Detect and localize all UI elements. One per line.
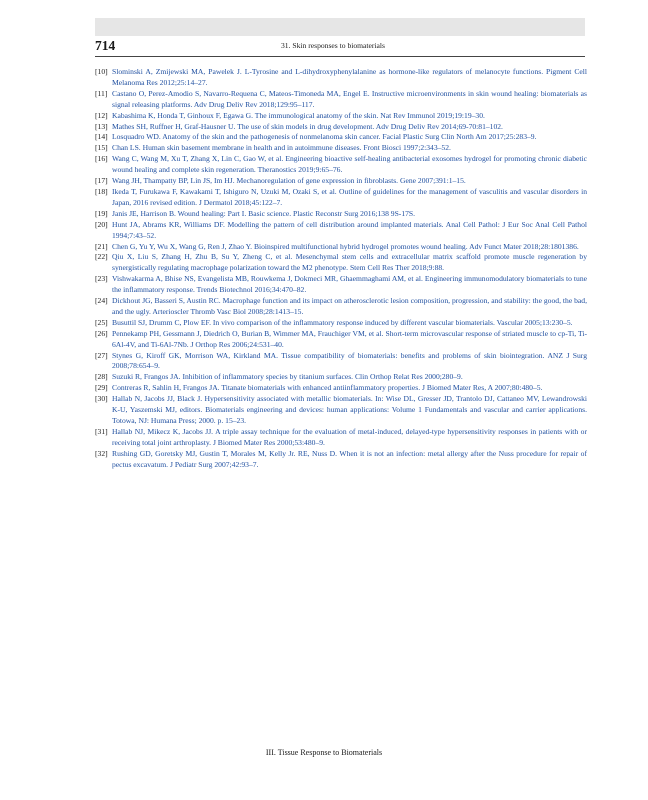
reference-text[interactable]: Dickhout JG, Basseri S, Austin RC. Macrophage function and its impact on atherosclerotic lesion composition, progression, and stability: the good, the bad, and the ugly. Arterioscler Thromb Vasc Biol 2008;28:1413–15. <box>112 296 587 316</box>
reference-number: [30] <box>95 394 108 404</box>
reference-number: [25] <box>95 317 108 327</box>
reference-number: [27] <box>95 350 108 360</box>
reference-text[interactable]: Pennekamp PH, Gessmann J, Diedrich O, Burian B, Wimmer MA, Frauchiger VM, et al. Short-term microvascular response of striated muscle to cp-Ti, Ti-6Al-4V, and Ti-6Al-7Nb. J Orthop Res 2006;24:531–40. <box>112 328 587 349</box>
reference-number: [11] <box>95 88 108 98</box>
reference-number: [31] <box>95 426 108 436</box>
reference-item <box>95 296 587 318</box>
reference-number: [20] <box>95 219 108 229</box>
reference-number: [21] <box>95 241 108 251</box>
reference-item <box>95 132 587 143</box>
reference-item <box>95 220 587 242</box>
reference-number: [19] <box>95 208 108 218</box>
chapter-title: 31. Skin responses to biomaterials <box>281 41 385 50</box>
reference-item <box>95 143 587 154</box>
reference-text[interactable]: Mathes SH, Ruffner H, Graf-Hausner U. The use of skin models in drug development. Adv Drug Deliv Rev 2014;69-70:81–102. <box>112 121 503 131</box>
reference-item <box>95 427 587 449</box>
reference-number: [28] <box>95 372 108 382</box>
reference-item <box>95 383 587 394</box>
reference-text[interactable]: Castano O, Perez-Amodio S, Navarro-Requena C, Mateos-Timoneda MA, Engel E. Instructive microenvironments in skin wound healing: biomaterials as signal releasing platforms. Adv Drug Deliv Rev 2018;129:95–117. <box>112 88 587 109</box>
reference-text[interactable]: Hallab NJ, Mikecz K, Jacobs JJ. A triple assay technique for the evaluation of metal-induced, delayed-type hypersensitivity responses in patients with or receiving total joint arthroplasty. J Biomed Mater Res 2000;53:480–9. <box>112 426 587 447</box>
header-bar <box>95 18 585 36</box>
reference-number: [14] <box>95 132 108 142</box>
reference-number: [29] <box>95 383 108 393</box>
reference-item <box>95 122 587 133</box>
reference-item <box>95 351 587 373</box>
reference-item <box>95 252 587 274</box>
reference-item <box>95 154 587 176</box>
reference-text[interactable]: Kabashima K, Honda T, Ginhoux F, Egawa G. The immunological anatomy of the skin. Nat Rev Immunol 2019;19:19–30. <box>112 110 485 120</box>
reference-text[interactable]: Janis JE, Harrison B. Wound healing: Part I. Basic science. Plastic Reconstr Surg 2016;138 9S-17S. <box>112 208 416 218</box>
reference-item <box>95 274 587 296</box>
reference-text[interactable]: Chen G, Yu Y, Wu X, Wang G, Ren J, Zhao Y. Bioinspired multifunctional hybrid hydrogel promotes wound healing. Adv Funct Mater 2018;28:1801386. <box>112 241 579 251</box>
reference-number: [12] <box>95 110 108 120</box>
reference-number: [18] <box>95 186 108 196</box>
reference-number: [26] <box>95 328 108 338</box>
reference-item <box>95 329 587 351</box>
reference-text[interactable]: Slominski A, Zmijewski MA, Pawelek J. L-Tyrosine and L-dihydroxyphenylalanine as hormone-like regulators of melanocyte functions. Pigment Cell Melanoma Res 2012;25:14–27. <box>112 67 587 87</box>
reference-item <box>95 209 587 220</box>
reference-item <box>95 394 587 427</box>
reference-text[interactable]: Qiu X, Liu S, Zhang H, Zhu B, Su Y, Zheng C, et al. Mesenchymal stem cells and extracellular matrix scaffold promote muscle regeneration by synergistically regulating macrophage polarization toward the M2 phenotype. Stem Cell Res Ther 2018;9:88. <box>112 252 587 273</box>
reference-text[interactable]: Contreras R, Sahlin H, Frangos JA. Titanate biomaterials with enhanced antiinflammatory properties. J Biomed Mater Res, A 2007;80:480–5. <box>112 383 543 393</box>
reference-number: [10] <box>95 67 108 76</box>
reference-list <box>95 67 587 471</box>
reference-number: [32] <box>95 448 108 458</box>
page-number: 714 <box>95 38 116 53</box>
reference-item <box>95 318 587 329</box>
reference-item <box>95 242 587 253</box>
running-head <box>95 38 585 57</box>
reference-text[interactable]: Busuttil SJ, Drumm C, Plow EF. In vivo comparison of the inflammatory response induced by different vascular biomaterials. Vascular 2005;13:230–5. <box>112 317 573 327</box>
reference-number: [22] <box>95 252 108 262</box>
reference-text[interactable]: Losquadro WD. Anatomy of the skin and the pathogenesis of nonmelanoma skin cancer. Facial Plastic Surg Clin North Am 2017;25:283–9. <box>112 132 537 142</box>
footer-section-title: III. Tissue Response to Biomaterials <box>265 748 383 757</box>
reference-number: [15] <box>95 143 108 153</box>
reference-item <box>95 449 587 471</box>
reference-number: [23] <box>95 274 108 284</box>
reference-text[interactable]: Wang C, Wang M, Xu T, Zhang X, Lin C, Gao W, et al. Engineering bioactive self-healing antibacterial exosomes hydrogel for promoting chronic diabetic wound healing and complete skin regeneration. Theranostics 2019;9:65–76. <box>112 154 587 175</box>
reference-text[interactable]: Stynes G, Kiroff GK, Morrison WA, Kirkland MA. Tissue compatibility of biomaterials: benefits and problems of skin biointegration. ANZ J Surg 2008;78:654–9. <box>112 350 587 371</box>
reference-item <box>95 176 587 187</box>
reference-text[interactable]: Wang JH, Thampatty BP, Lin JS, Im HJ. Mechanoregulation of gene expression in fibroblasts. Gene 2007;391:1–15. <box>112 176 466 186</box>
reference-number: [17] <box>95 176 108 186</box>
reference-item <box>95 111 587 122</box>
reference-text[interactable]: Hunt JA, Abrams KR, Williams DF. Modelling the pattern of cell distribution around implanted materials. Anal Cell Pathol: J Eur Soc Anal Cell Pathol 1994;7:43–52. <box>112 219 587 240</box>
reference-number: [13] <box>95 121 108 131</box>
reference-text[interactable]: Rushing GD, Goretsky MJ, Gustin T, Morales M, Kelly Jr. RE, Nuss D. When it is not an infection: metal allergy after the Nuss procedure for repair of pectus excavatum. J Pediatr Surg 2007;42:93–7. <box>112 448 587 469</box>
reference-text[interactable]: Chan LS. Human skin basement membrane in health and in autoimmune diseases. Front Biosci 1997;2:343–52. <box>112 143 451 153</box>
reference-item <box>95 67 587 89</box>
reference-item <box>95 187 587 209</box>
reference-text[interactable]: Vishwakarma A, Bhise NS, Evangelista MB, Rouwkema J, Dokmeci MR, Ghaemmaghami AM, et al. Engineering immunomodulatory biomaterials to tune the inflammatory response. Trends Biotechnol 2016;34:470–82. <box>112 274 587 295</box>
reference-number: [16] <box>95 154 108 164</box>
reference-text[interactable]: Ikeda T, Furukawa F, Kawakami T, Ishiguro N, Uzuki M, Ozaki S, et al. Outline of guidelines for the management of vasculitis and vascular disorders in Japan, 2016 revised edition. J Dermatol 2018;45:122–7. <box>112 186 587 207</box>
reference-text[interactable]: Suzuki R, Frangos JA. Inhibition of inflammatory species by titanium surfaces. Clin Orthop Relat Res 2000;280–9. <box>112 372 463 382</box>
reference-text[interactable]: Hallab N, Jacobs JJ, Black J. Hypersensitivity associated with metallic biomaterials. In: Wise DL, Gresser JD, Trantolo DJ, Cattaneo MV, Lewandrowski K-U, Yaszemski MJ, editors. Biomaterials engineering and devices: human applications: Volume 1 Fundamentals and vascular and carrier applications. Totowa, NJ: Humana Press; 2000. p. 15–23. <box>112 394 587 425</box>
reference-item <box>95 372 587 383</box>
reference-item <box>95 89 587 111</box>
reference-number: [24] <box>95 296 108 306</box>
